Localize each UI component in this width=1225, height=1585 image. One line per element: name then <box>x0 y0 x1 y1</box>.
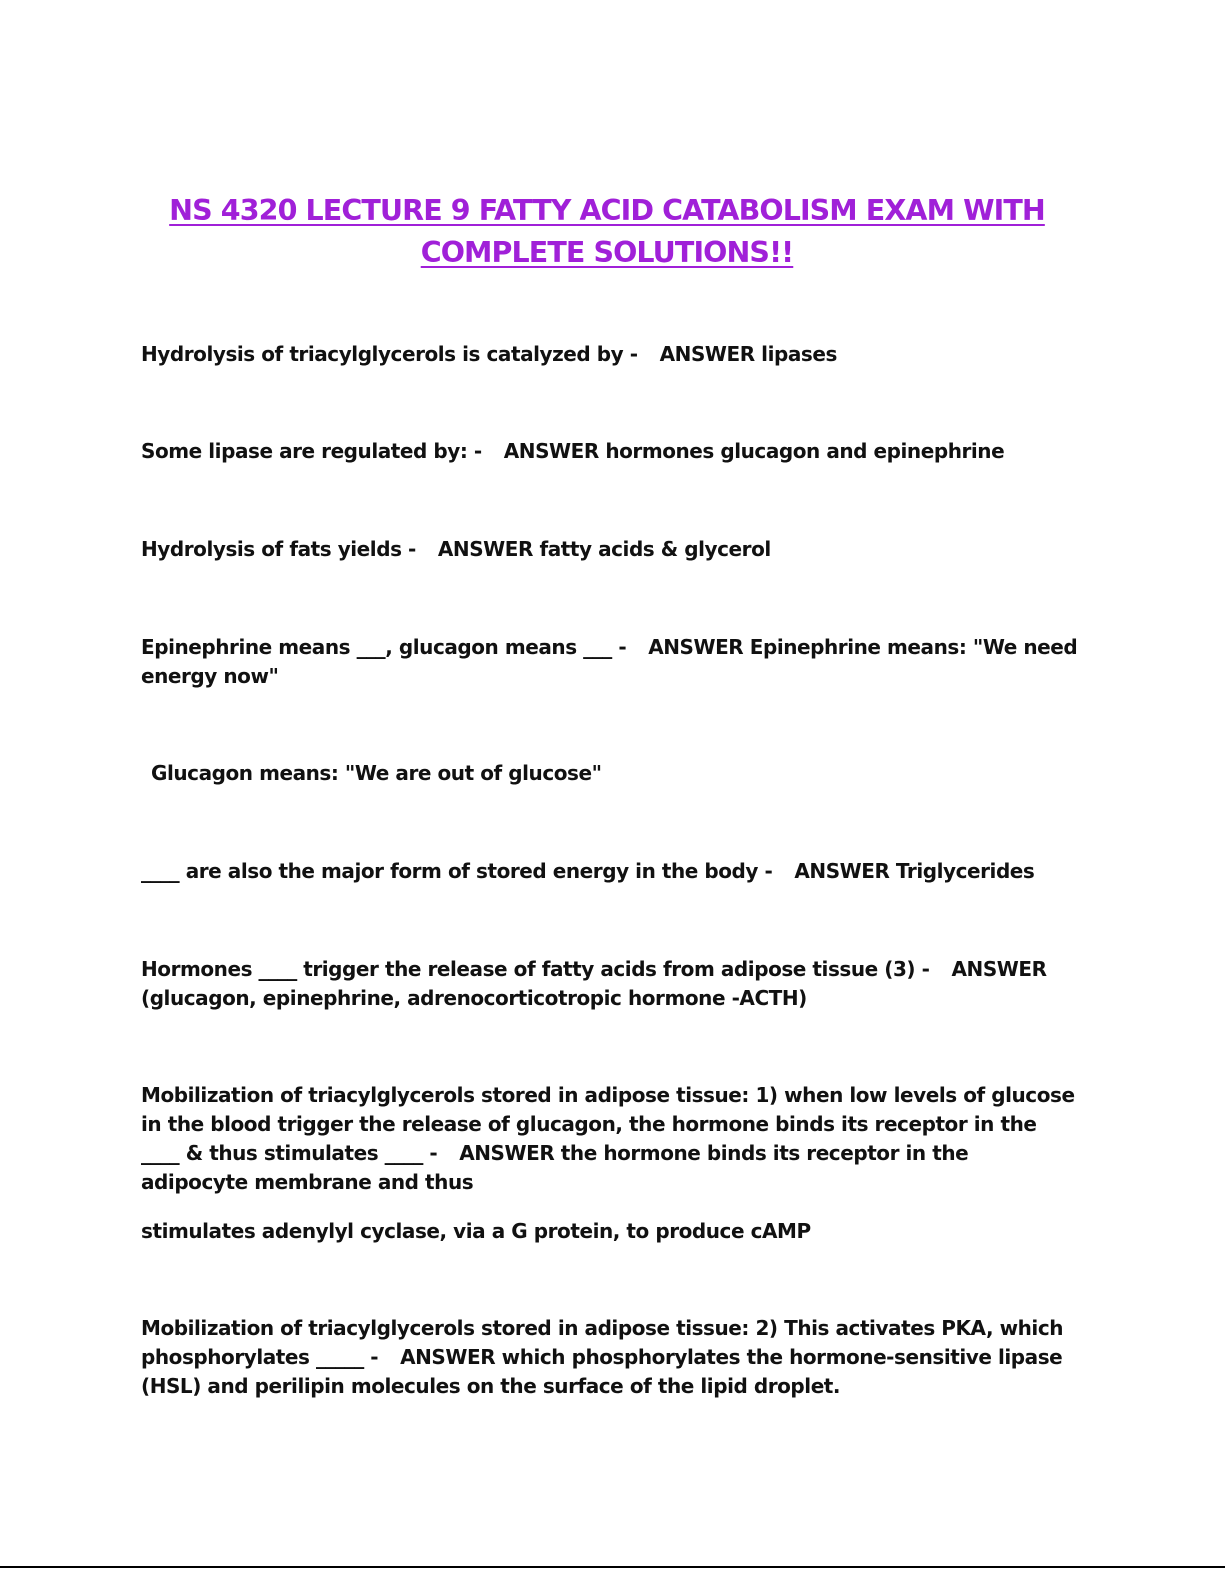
answer-text: ANSWER Epinephrine means: "We need energy now" <box>141 635 1084 688</box>
qa-item-5 <box>141 857 1081 886</box>
answer-text: ANSWER lipases <box>659 342 837 366</box>
document-title <box>120 190 1094 274</box>
qa-item-7 <box>141 1081 1081 1197</box>
question-text: Hydrolysis of triacylglycerols is catalyzed by - <box>141 342 638 366</box>
answer-text: ANSWER the hormone binds its receptor in the adipocyte membrane and thus <box>141 1141 975 1194</box>
question-text: Mobilization of triacylglycerols stored in adipose tissue: 1) when low levels of glucose in the blood trigger the release of glucagon, the hormone binds its receptor in the ____ & thus stimulates ____ - <box>141 1083 1082 1165</box>
qa-item-8 <box>141 1314 1081 1401</box>
question-text: Hydrolysis of fats yields - <box>141 537 416 561</box>
question-text: Some lipase are regulated by: - <box>141 439 482 463</box>
answer-text: Glucagon means: "We are out of glucose" <box>151 761 602 785</box>
qa-item-6 <box>141 955 1081 1013</box>
page-bottom-rule <box>0 1566 1225 1568</box>
answer-text: ANSWER hormones glucagon and epinephrine <box>503 439 1005 463</box>
qa-item-4-continued <box>141 759 1091 788</box>
answer-text: ANSWER fatty acids & glycerol <box>437 537 771 561</box>
qa-item-4 <box>141 633 1084 691</box>
question-text: Epinephrine means ___, glucagon means ___ - <box>141 635 627 659</box>
title-line-2: COMPLETE SOLUTIONS!! <box>420 236 794 269</box>
answer-text: ANSWER Triglycerides <box>794 859 1035 883</box>
qa-item-2 <box>141 437 1081 466</box>
answer-text: ANSWER (glucagon, epinephrine, adrenocorticotropic hormone -ACTH) <box>141 957 1054 1010</box>
question-text: Mobilization of triacylglycerols stored in adipose tissue: 2) This activates PKA, which phosphorylates _____ - <box>141 1316 1070 1369</box>
question-text: Hormones ____ trigger the release of fatty acids from adipose tissue (3) - <box>141 957 930 981</box>
qa-item-1 <box>141 340 1081 369</box>
answer-text: stimulates adenylyl cyclase, via a G protein, to produce cAMP <box>141 1219 811 1243</box>
qa-item-3 <box>141 535 1081 564</box>
answer-text: ANSWER which phosphorylates the hormone-sensitive lipase (HSL) and perilipin molecules on the surface of the lipid droplet. <box>141 1345 1069 1398</box>
qa-item-7-continued <box>141 1217 1081 1246</box>
question-text: ____ are also the major form of stored energy in the body - <box>141 859 773 883</box>
title-line-1: NS 4320 LECTURE 9 FATTY ACID CATABOLISM EXAM WITH <box>169 194 1045 227</box>
